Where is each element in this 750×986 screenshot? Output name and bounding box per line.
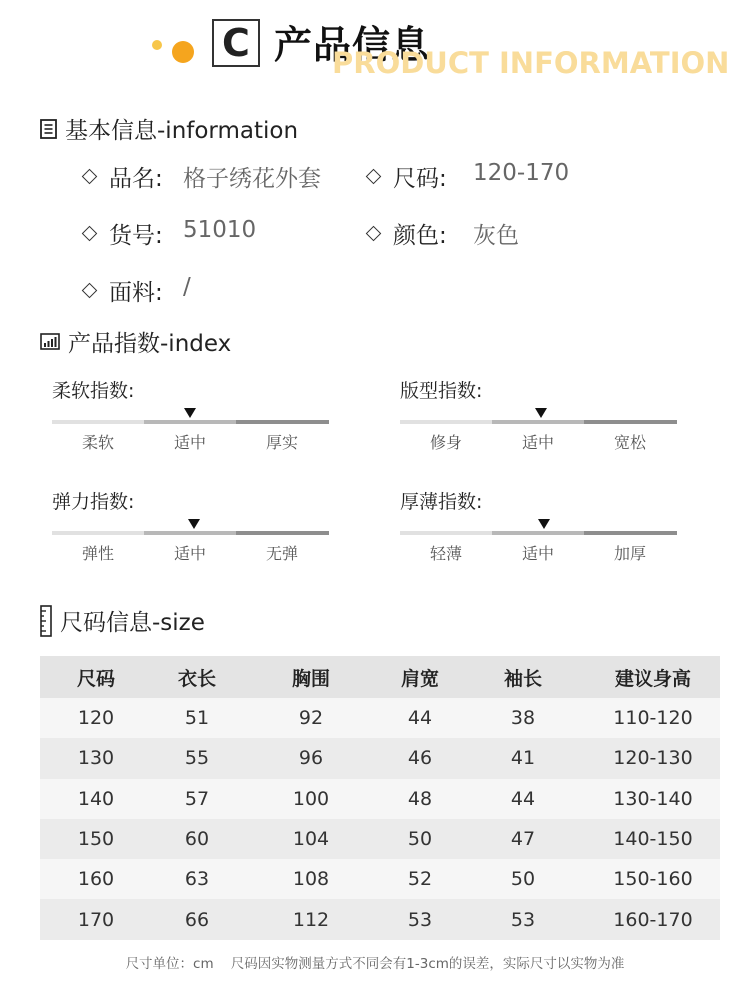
table-cell: 57 <box>152 779 242 819</box>
table-cell: 104 <box>242 819 380 859</box>
table-cell: 96 <box>242 738 380 778</box>
softness-gauge <box>52 420 329 424</box>
table-row <box>40 859 720 899</box>
table-cell: 63 <box>152 859 242 899</box>
decor-dot-small <box>152 40 162 50</box>
table-cell: 55 <box>152 738 242 778</box>
table-cell: 110-120 <box>586 698 720 738</box>
elasticity-label-mid: 适中 <box>173 544 206 563</box>
thickness-label-mid: 适中 <box>521 544 554 563</box>
table-cell: 170 <box>40 899 152 939</box>
fit-indicator-icon <box>535 408 547 418</box>
table-cell: 47 <box>460 819 586 859</box>
table-row <box>40 738 720 778</box>
col-sleeve: 袖长 <box>460 656 586 698</box>
table-cell: 41 <box>460 738 586 778</box>
table-cell: 60 <box>152 819 242 859</box>
table-cell: 150 <box>40 819 152 859</box>
page-title-en: PRODUCT INFORMATION <box>332 46 730 80</box>
basic-info-heading <box>40 112 298 145</box>
table-cell: 120 <box>40 698 152 738</box>
table-cell: 66 <box>152 899 242 939</box>
table-cell: 53 <box>460 899 586 939</box>
table-row <box>40 819 720 859</box>
thickness-label-low: 轻薄 <box>429 544 462 563</box>
fabric-value: / <box>183 274 191 300</box>
document-icon <box>40 119 57 139</box>
col-size: 尺码 <box>40 656 152 698</box>
table-cell: 140-150 <box>586 819 720 859</box>
softness-label-mid: 适中 <box>173 433 206 452</box>
table-cell: 46 <box>380 738 460 778</box>
table-cell: 120-130 <box>586 738 720 778</box>
elasticity-index-title: 弹力指数: <box>52 491 135 513</box>
table-row <box>40 698 720 738</box>
softness-indicator-icon <box>184 408 196 418</box>
ruler-icon <box>40 605 52 637</box>
bar-signal-icon <box>40 333 60 350</box>
table-cell: 112 <box>242 899 380 939</box>
fit-index-title: 版型指数: <box>400 380 483 402</box>
diamond-bullet-icon <box>366 169 382 185</box>
index-heading-text: 产品指数-index <box>68 331 232 357</box>
thickness-label-high: 加厚 <box>613 544 646 563</box>
size-table <box>40 656 720 940</box>
table-cell: 50 <box>460 859 586 899</box>
elasticity-gauge <box>52 531 329 535</box>
table-cell: 44 <box>460 779 586 819</box>
product-name-label: 品名: <box>84 160 163 193</box>
col-shoulder: 肩宽 <box>380 656 460 698</box>
table-cell: 50 <box>380 819 460 859</box>
color-label: 颜色: <box>368 217 447 250</box>
table-cell: 53 <box>380 899 460 939</box>
col-length: 衣长 <box>152 656 242 698</box>
table-cell: 160-170 <box>586 899 720 939</box>
decor-dot-large <box>172 41 194 63</box>
table-header-row <box>40 656 720 698</box>
table-cell: 140 <box>40 779 152 819</box>
table-cell: 38 <box>460 698 586 738</box>
thickness-gauge <box>400 531 677 535</box>
fit-label-high: 宽松 <box>613 433 646 452</box>
table-cell: 160 <box>40 859 152 899</box>
softness-label-high: 厚实 <box>265 433 298 452</box>
size-heading <box>40 604 205 637</box>
diamond-bullet-icon <box>82 226 98 242</box>
table-cell: 44 <box>380 698 460 738</box>
size-heading-text: 尺码信息-size <box>60 610 205 636</box>
basic-info-heading-text: 基本信息-information <box>65 118 299 144</box>
size-note: 尺寸单位：cm 尺码因实物测量方式不同会有1-3cm的误差，实际尺寸以实物为准 <box>125 956 625 972</box>
header-letter-badge: C <box>212 19 260 67</box>
diamond-bullet-icon <box>82 169 98 185</box>
fabric-label: 面料: <box>84 274 163 307</box>
table-cell: 51 <box>152 698 242 738</box>
page-title: 产品信息 <box>274 23 431 67</box>
table-cell: 52 <box>380 859 460 899</box>
table-cell: 92 <box>242 698 380 738</box>
table-row <box>40 899 720 939</box>
fit-label-low: 修身 <box>429 433 462 452</box>
fit-label-mid: 适中 <box>521 433 554 452</box>
index-heading <box>40 325 231 358</box>
table-row <box>40 779 720 819</box>
elasticity-label-high: 无弹 <box>265 544 298 563</box>
softness-index-title: 柔软指数: <box>52 380 135 402</box>
softness-label-low: 柔软 <box>81 433 114 452</box>
elasticity-indicator-icon <box>188 519 200 529</box>
table-cell: 130 <box>40 738 152 778</box>
fit-gauge <box>400 420 677 424</box>
col-chest: 胸围 <box>242 656 380 698</box>
color-value: 灰色 <box>473 223 519 249</box>
item-number-label: 货号: <box>84 217 163 250</box>
size-range-value: 120-170 <box>473 160 570 186</box>
diamond-bullet-icon <box>366 226 382 242</box>
table-cell: 130-140 <box>586 779 720 819</box>
table-cell: 150-160 <box>586 859 720 899</box>
product-name-value: 格子绣花外套 <box>183 166 321 192</box>
item-number-value: 51010 <box>183 217 257 243</box>
table-cell: 100 <box>242 779 380 819</box>
thickness-indicator-icon <box>538 519 550 529</box>
size-range-label: 尺码: <box>368 160 447 193</box>
elasticity-label-low: 弹性 <box>81 544 114 563</box>
table-cell: 48 <box>380 779 460 819</box>
col-height: 建议身高 <box>586 656 720 698</box>
table-cell: 108 <box>242 859 380 899</box>
thickness-index-title: 厚薄指数: <box>400 491 483 513</box>
diamond-bullet-icon <box>82 283 98 299</box>
